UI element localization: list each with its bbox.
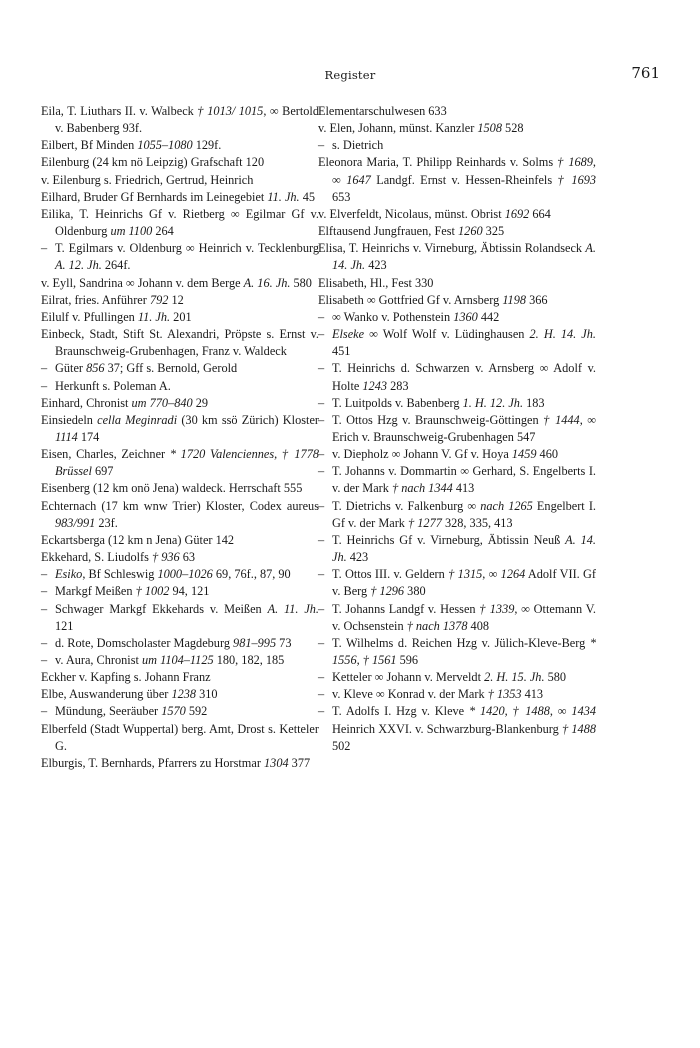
index-subentry: – v. Diepholz ∞ Johann V. Gf v. Hoya 1459 460 — [318, 446, 596, 463]
index-entry: Eilenburg (24 km nö Leipzig) Grafschaft 120 — [41, 155, 265, 170]
index-entry: Eila, T. Liuthars II. v. Walbeck † 1013/ 1015, ∞ Bertold v. Babenberg 93f. — [41, 104, 319, 136]
index-entry: Eckartsberga (12 km n Jena) Güter 142 — [41, 532, 235, 547]
index-entry: Eckher v. Kapfing s. Johann Franz — [41, 670, 211, 685]
index-entry: Eilbert, Bf Minden 1055–1080 129f. — [41, 138, 222, 153]
index-entry: Eilhard, Bruder Gf Bernhards im Leinegebiet 11. Jh. 45 — [41, 189, 315, 204]
index-subentry: – Elseke ∞ Wolf Wolf v. Lüdinghausen 2. H. 14. Jh. 451 — [318, 326, 596, 360]
index-subentry: – T. Ottos III. v. Geldern † 1315, ∞ 1264 Adolf VII. Gf v. Berg † 1296 380 — [318, 566, 596, 600]
index-subentry: – v. Kleve ∞ Konrad v. der Mark † 1353 413 — [318, 686, 596, 703]
index-entry: Elberfeld (Stadt Wuppertal) berg. Amt, Drost s. Ketteler G. — [41, 721, 319, 753]
page-number: 761 — [631, 64, 660, 82]
index-entry: Einbeck, Stadt, Stift St. Alexandri, Pröpste s. Ernst v. Braunschweig-Grubenhagen, Franz v. Waldeck — [41, 327, 319, 359]
running-title: Register — [324, 68, 376, 82]
index-entry: Elftausend Jungfrauen, Fest 1260 325 — [318, 224, 505, 239]
index-entry: Eilika, T. Heinrichs Gf v. Rietberg ∞ Egilmar Gf v. Oldenburg um 1100 264 — [41, 206, 319, 239]
index-entry: Elbe, Auswanderung über 1238 310 — [41, 687, 218, 702]
index-entry: Eilrat, fries. Anführer 792 12 — [41, 292, 184, 307]
index-column-right — [318, 103, 596, 755]
index-entry: Elisabeth ∞ Gottfried Gf v. Arnsberg 1198 366 — [318, 292, 548, 307]
index-entry: v. Eilenburg s. Friedrich, Gertrud, Heinrich — [41, 172, 254, 187]
index-subentry: – Herkunft s. Poleman A. — [41, 378, 319, 395]
index-subentry: – d. Rote, Domscholaster Magdeburg 981–995 73 — [41, 635, 319, 652]
index-entry: Elisa, T. Heinrichs v. Virneburg, Äbtissin Rolandseck A. 14. Jh. 423 — [318, 241, 596, 273]
index-subentry: – Esiko, Bf Schleswig 1000–1026 69, 76f., 87, 90 — [41, 566, 319, 583]
index-entry: v. Elen, Johann, münst. Kanzler 1508 528 — [318, 121, 524, 136]
index-entry: v. Eyll, Sandrina ∞ Johann v. dem Berge A. 16. Jh. 580 — [41, 275, 312, 290]
index-subentry: – Ketteler ∞ Johann v. Merveldt 2. H. 15. Jh. 580 — [318, 669, 596, 686]
index-subentry: – Markgf Meißen † 1002 94, 121 — [41, 583, 319, 600]
index-subentry: – T. Ottos Hzg v. Braunschweig-Göttingen † 1444, ∞ Erich v. Braunschweig-Grubenhagen 547 — [318, 412, 596, 446]
index-column-left — [41, 103, 319, 772]
index-subentry: – Schwager Markgf Ekkehards v. Meißen A. 11. Jh. 121 — [41, 601, 319, 635]
index-entry: Einsiedeln cella Meginradi (30 km ssö Zürich) Kloster 1114 174 — [41, 412, 319, 444]
index-subentry: – ∞ Wanko v. Pothenstein 1360 442 — [318, 309, 596, 326]
index-subentry: – T. Johanns Landgf v. Hessen † 1339, ∞ Ottemann V. v. Ochsenstein † nach 1378 408 — [318, 601, 596, 635]
index-subentry: – s. Dietrich — [318, 137, 596, 154]
index-subentry: – T. Johanns v. Dommartin ∞ Gerhard, S. Engelberts I. v. der Mark † nach 1344 413 — [318, 463, 596, 497]
index-subentry: – T. Egilmars v. Oldenburg ∞ Heinrich v. Tecklenburg A. 12. Jh. 264f. — [41, 240, 319, 274]
index-subentry: – Güter 856 37; Gff s. Bernold, Gerold — [41, 360, 319, 377]
index-entry: v. Elverfeldt, Nicolaus, münst. Obrist 1692 664 — [318, 206, 551, 221]
index-entry: Eleonora Maria, T. Philipp Reinhards v. Solms † 1689, ∞ 1647 Landgf. Ernst v. Hessen-Rheinfels † 1693 653 — [318, 155, 597, 204]
running-header — [40, 64, 660, 86]
index-entry: Eilulf v. Pfullingen 11. Jh. 201 — [41, 309, 192, 324]
index-subentry: – T. Heinrichs d. Schwarzen v. Arnsberg ∞ Adolf v. Holte 1243 283 — [318, 360, 596, 394]
index-subentry: – T. Heinrichs Gf v. Virneburg, Äbtissin Neuß A. 14. Jh. 423 — [318, 532, 596, 566]
index-entry: Einhard, Chronist um 770–840 29 — [41, 395, 209, 410]
index-subentry: – v. Aura, Chronist um 1104–1125 180, 182, 185 — [41, 652, 319, 669]
index-entry: Elisabeth, Hl., Fest 330 — [318, 275, 434, 290]
index-subentry: – T. Adolfs I. Hzg v. Kleve * 1420, † 1488, ∞ 1434 Heinrich XXVI. v. Schwarzburg-Blankenburg † 1488 502 — [318, 703, 596, 754]
index-entry: Echternach (17 km wnw Trier) Kloster, Codex aureus 983/991 23f. — [41, 498, 319, 530]
index-subentry: – T. Luitpolds v. Babenberg 1. H. 12. Jh. 183 — [318, 395, 596, 412]
index-entry: Elementarschulwesen 633 — [318, 104, 447, 118]
index-entry: Elburgis, T. Bernhards, Pfarrers zu Horstmar 1304 377 — [41, 755, 311, 770]
index-subentry: – Mündung, Seeräuber 1570 592 — [41, 703, 319, 720]
index-entry: Eisenberg (12 km onö Jena) waldeck. Herrschaft 555 — [41, 481, 303, 496]
index-subentry: – T. Dietrichs v. Falkenburg ∞ nach 1265 Engelbert I. Gf v. der Mark † 1277 328, 335, 413 — [318, 498, 596, 532]
index-entry: Ekkehard, S. Liudolfs † 936 63 — [41, 550, 196, 565]
index-entry: Eisen, Charles, Zeichner * 1720 Valenciennes, † 1778 Brüssel 697 — [41, 447, 319, 479]
index-subentry: – T. Wilhelms d. Reichen Hzg v. Jülich-Kleve-Berg * 1556, † 1561 596 — [318, 635, 596, 669]
